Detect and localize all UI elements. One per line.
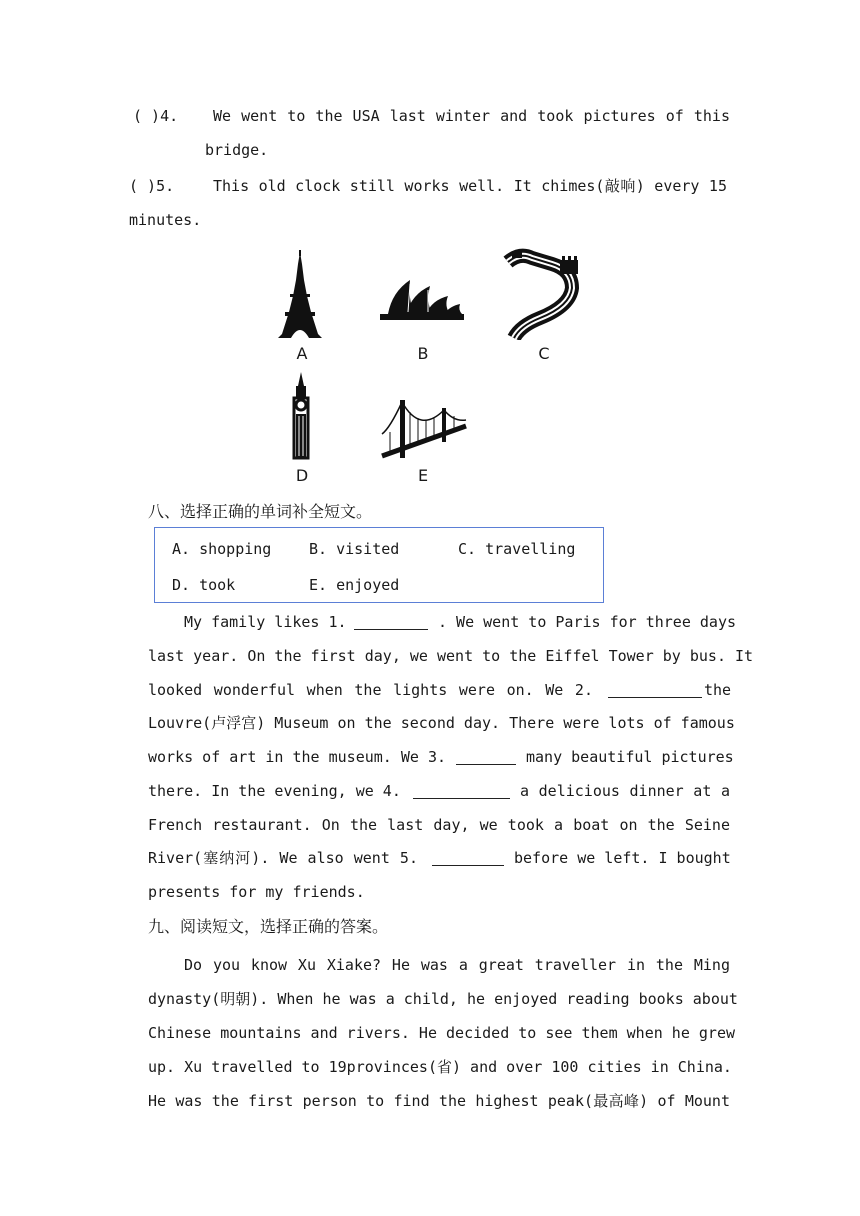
passage-line-4: Louvre(卢浮宫) Museum on the second day. There were lots of famous [148,714,735,732]
blank-4[interactable] [413,784,510,799]
section-9-title: 九、阅读短文，选择正确的答案。 [148,917,389,936]
word-option-c: C. travelling [458,540,576,558]
passage-line-3a: looked wonderful when the lights were on. We 2. [148,681,593,699]
passage-line-3b: the [704,681,732,699]
sydney-opera-house-icon [378,278,466,324]
big-ben-icon [290,372,312,460]
question-5-text-continued: minutes. [129,211,202,229]
blank-5[interactable] [432,851,504,866]
passage-line-5a: works of art in the museum. We 3. [148,748,447,766]
picture-label-a: A [296,344,308,363]
picture-label-e: E [417,466,429,485]
word-option-a: A. shopping [172,540,272,558]
passage-line-9: presents for my friends. [148,883,365,901]
picture-label-d: D [295,466,309,485]
question-5-text: This old clock still works well. It chimes(敲响) every 15 [213,177,727,195]
word-option-d: D. took [172,576,236,594]
passage-line-8b: before we left. I bought [514,849,731,867]
golden-gate-bridge-icon [380,398,468,460]
passage-line-8a: River(塞纳河). We also went 5. [148,849,418,867]
reading-line-1: Do you know Xu Xiake? He was a great traveller in the Ming [184,956,730,974]
passage-line-1b: . We went to Paris for three days [438,613,737,631]
reading-line-4: up. Xu travelled to 19provinces(省) and over 100 cities in China. [148,1058,732,1076]
question-5-number: ( )5. [129,177,175,195]
picture-label-b: B [417,344,429,363]
eiffel-tower-icon [276,250,324,340]
great-wall-icon [500,248,586,340]
passage-line-1a: My family likes 1. [184,613,347,631]
blank-1[interactable] [354,615,428,630]
section-8-title: 八、选择正确的单词补全短文。 [148,502,373,521]
question-4-text-continued: bridge. [205,141,269,159]
passage-line-2: last year. On the first day, we went to the Eiffel Tower by bus. It [148,647,754,665]
reading-line-3: Chinese mountains and rivers. He decided to see them when he grew [148,1024,735,1042]
word-option-b: B. visited [309,540,400,558]
word-option-e: E. enjoyed [309,576,400,594]
blank-2[interactable] [608,683,702,698]
picture-label-c: C [538,344,550,363]
blank-3[interactable] [456,750,516,765]
passage-line-7: French restaurant. On the last day, we took a boat on the Seine [148,816,730,834]
passage-line-6b: a delicious dinner at a [520,782,730,800]
reading-line-5: He was the first person to find the highest peak(最高峰) of Mount [148,1092,730,1110]
question-4-text: We went to the USA last winter and took pictures of this [213,107,730,125]
question-4-number: ( )4. [133,107,179,125]
reading-line-2: dynasty(明朝). When he was a child, he enjoyed reading books about [148,990,738,1008]
passage-line-5b: many beautiful pictures [526,748,734,766]
passage-line-6a: there. In the evening, we 4. [148,782,401,800]
